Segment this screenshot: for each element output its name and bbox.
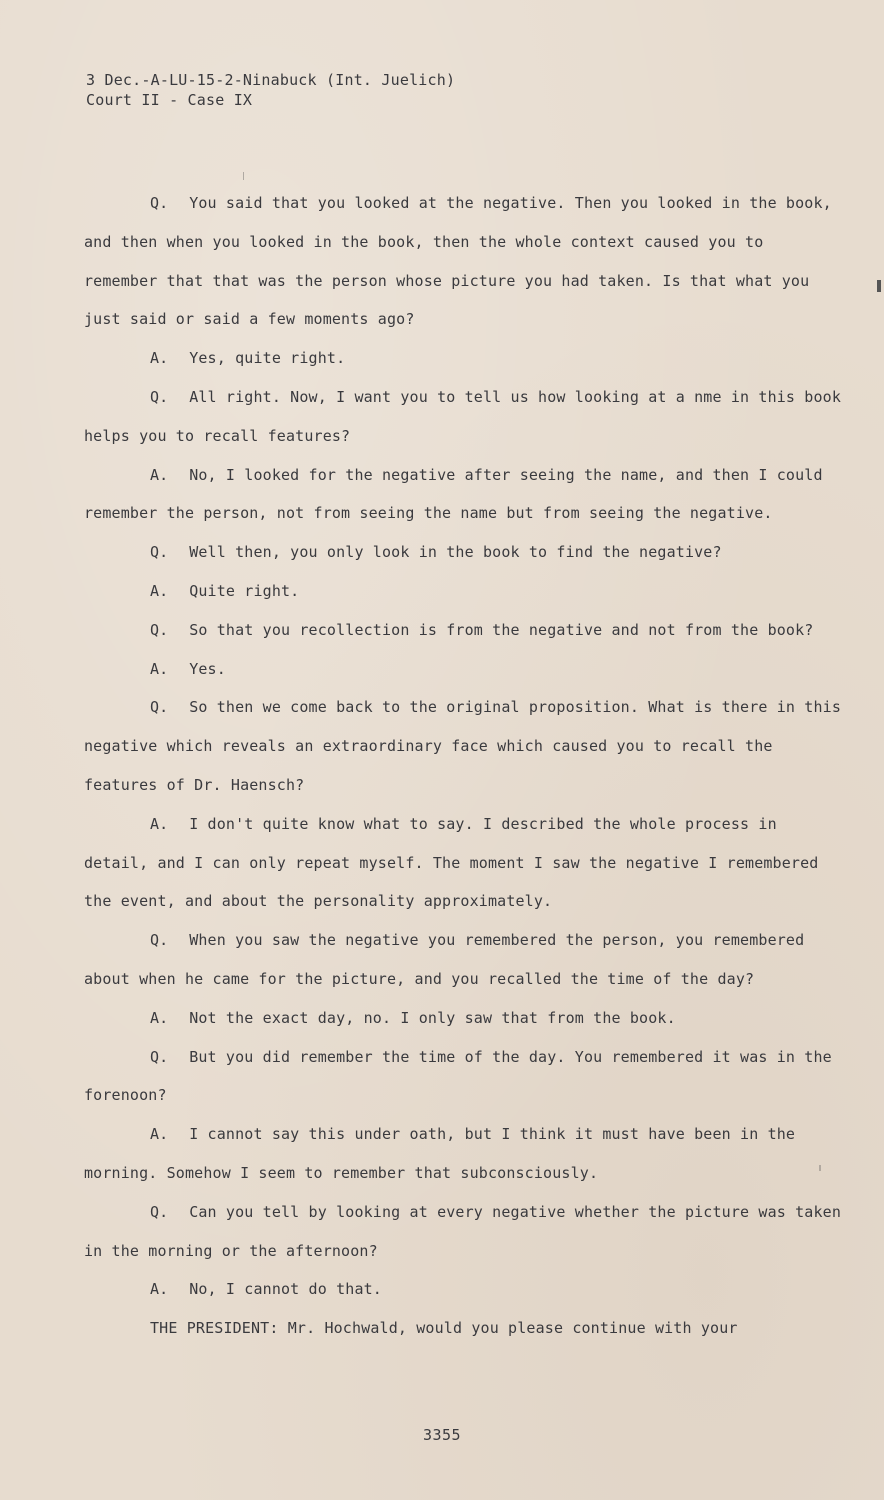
margin-mark (877, 280, 881, 292)
header-reference-line: 3 Dec.-A-LU-15-2-Ninabuck (Int. Juelich) (86, 71, 456, 89)
speaker-label: Q. (150, 543, 169, 562)
transcript-paragraph (84, 1270, 844, 1309)
transcript-paragraph (84, 1038, 844, 1116)
speaker-label: A. (150, 349, 169, 368)
speaker-label: Q. (150, 620, 169, 639)
paper-speck (819, 1165, 821, 1171)
transcript-paragraph (84, 1115, 844, 1193)
speaker-label: THE PRESIDENT: (150, 1319, 279, 1338)
paragraph-text: I don't quite know what to say. I described the whole process in detail, and I can only repeat myself. The moment I saw the negative I remembered the event, and about the personality approximately. (84, 814, 819, 911)
speaker-label: A. (150, 1280, 169, 1299)
paragraph-text: When you saw the negative you remembered the person, you remembered about when he came for the picture, and you recalled the time of the day? (84, 931, 805, 988)
paragraph-text: So then we come back to the original proposition. What is there in this negative which reveals an extraordinary face which caused you to recall the features of Dr. Haensch? (84, 698, 842, 794)
paragraph-text: Not the exact day, no. I only saw that from the book. (189, 1008, 676, 1027)
paragraph-text: No, I cannot do that. (189, 1280, 382, 1299)
speaker-label: Q. (150, 387, 169, 406)
transcript-paragraph (84, 688, 844, 804)
transcript-paragraph-president (84, 1309, 844, 1348)
speaker-label: A. (150, 581, 169, 600)
paragraph-text: No, I looked for the negative after seeing the name, and then I could remember the person, not from seeing the name but from seeing the negative. (84, 465, 823, 523)
paragraph-text: I cannot say this under oath, but I think it must have been in the morning. Somehow I seem to remember that subconsciously. (84, 1125, 796, 1182)
transcript-paragraph (84, 650, 844, 689)
transcript-paragraph (84, 805, 844, 921)
speaker-label: Q. (150, 698, 169, 717)
transcript-paragraph (84, 184, 844, 339)
paragraph-text: Yes. (189, 659, 226, 678)
transcript-body (84, 184, 844, 1348)
paragraph-text: All right. Now, I want you to tell us how looking at a nme in this book helps you to recall features? (84, 387, 842, 445)
header-court-line: Court II - Case IX (86, 91, 253, 109)
transcript-paragraph (84, 533, 844, 572)
paragraph-text: Well then, you only look in the book to find the negative? (189, 543, 722, 562)
speaker-label: A. (150, 814, 169, 833)
paragraph-text: But you did remember the time of the day. You remembered it was in the forenoon? (84, 1047, 832, 1105)
speaker-label: A. (150, 465, 169, 484)
paragraph-text: You said that you looked at the negative. Then you looked in the book, and then when you looked in the book, then the whole context caused you to remember that that was the person whose picture you had taken. Is that what you just said or said a few moments ago? (84, 194, 832, 329)
speaker-label: A. (150, 659, 169, 678)
paragraph-text: Can you tell by looking at every negative whether the picture was taken in the morning or the afternoon? (84, 1202, 842, 1260)
speaker-label: A. (150, 1125, 169, 1144)
paragraph-text: So that you recollection is from the negative and not from the book? (189, 620, 814, 639)
transcript-paragraph (84, 921, 844, 999)
transcript-paragraph (84, 456, 844, 534)
transcript-paragraph (84, 339, 844, 378)
paragraph-text: Quite right. (189, 581, 300, 600)
paper-speck (243, 172, 244, 180)
transcript-paragraph (84, 572, 844, 611)
speaker-label: Q. (150, 1202, 169, 1221)
transcript-paragraph (84, 378, 844, 456)
paragraph-text: Mr. Hochwald, would you please continue with your (287, 1319, 738, 1338)
speaker-label: Q. (150, 194, 169, 212)
page-number: 3355 (422, 1426, 462, 1444)
transcript-paragraph (84, 999, 844, 1038)
document-header (86, 70, 455, 110)
speaker-label: Q. (150, 931, 169, 950)
transcript-paragraph (84, 611, 844, 650)
speaker-label: A. (150, 1008, 169, 1027)
paragraph-text: Yes, quite right. (189, 349, 346, 368)
speaker-label: Q. (150, 1047, 169, 1066)
transcript-paragraph (84, 1193, 844, 1271)
